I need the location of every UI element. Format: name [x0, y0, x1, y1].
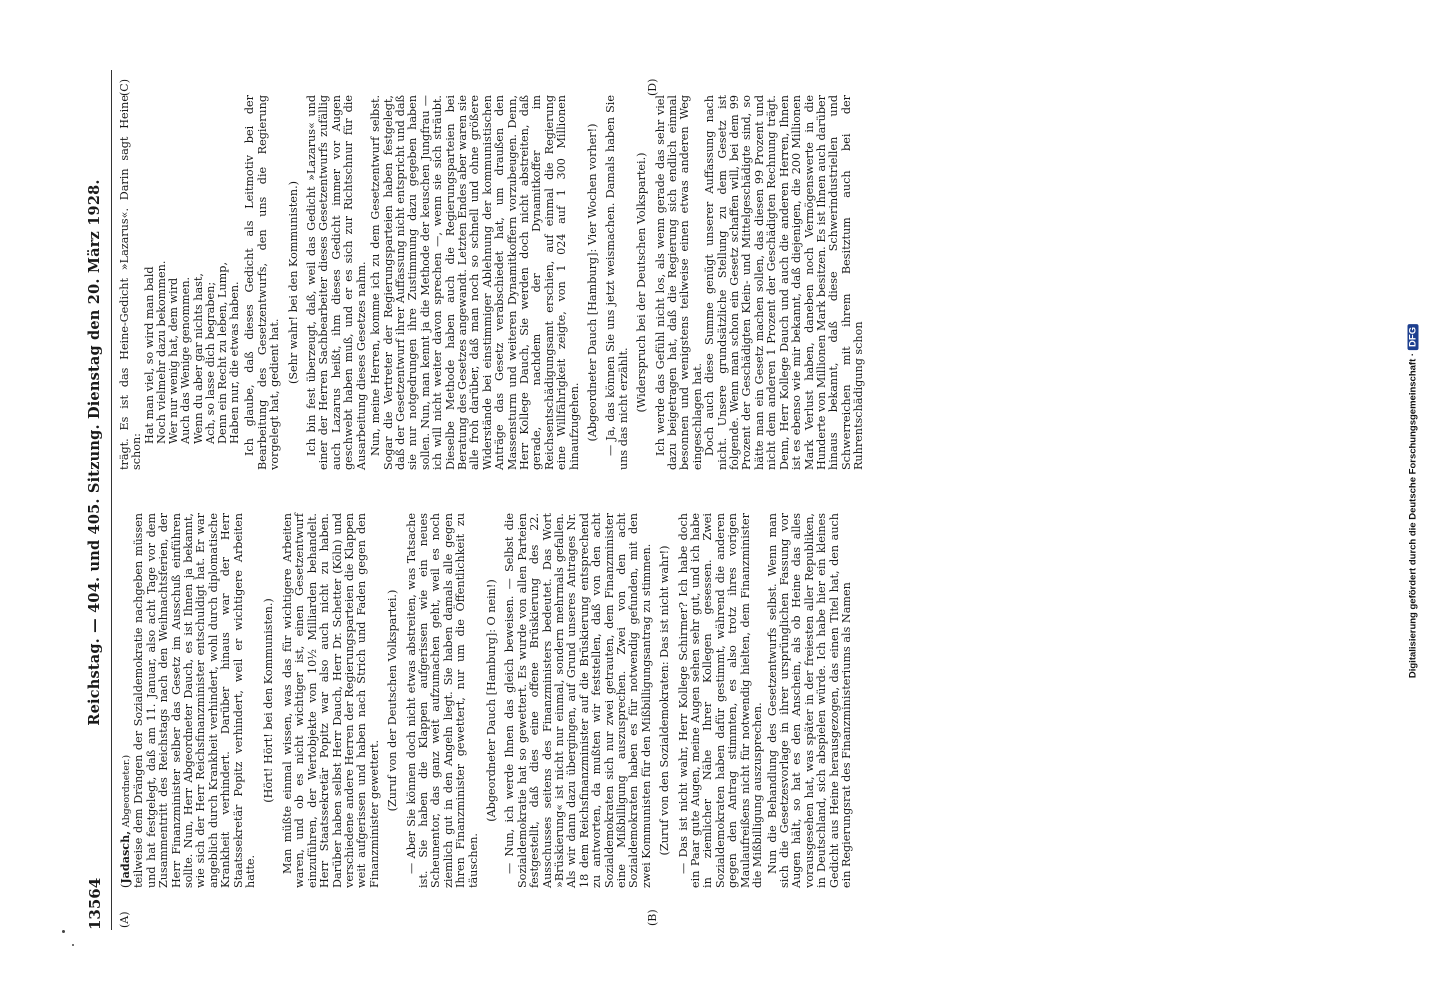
credit-line	[1408, 324, 1419, 678]
paragraph: Man müßte einmal wissen, was das für wichtigere Arbeiten waren, und ob es nicht wichtiger ist, einen Gesetzentwurf einzuführen, der Wertobjekte von 10½ Milliarden behandelt. Herr Staatssekretär Popitz war also auch nicht zu haben. Darüber haben selbst Herr Dauch, Herr Dr. Schetter (Köln) und verschiedene andere Herren der Regierungsparteien die Klappen weit aufgerissen und haben nach Strich und Faden gegen den Finanzminister gewettert.	[280, 513, 381, 888]
left-column	[119, 513, 853, 888]
scan-speck	[72, 944, 74, 946]
paragraph: Ich glaube, daß dieses Gedicht als Leitmotiv bei der Bearbeitung des Gesetzentwurfs, den uns die Regierung vorgelegt hat, gedient hat.	[243, 95, 282, 470]
credit-text: Digitalisierung gefördert durch die Deutsche Forschungsgemeinschaft ·	[1407, 352, 1419, 679]
paragraph: — Aber Sie können doch nicht etwas abstreiten, was Tatsache ist. Sie haben die Klappen aufgerissen wie ein neues Scheunentor, das ganz weit aufzumachen geht, weil es noch ziemlich gut in den Angeln liegt. Sie haben damals alle gegen Ihren Finanzminister gewettert, nur um die Öffentlichkeit zu täuschen.	[404, 513, 480, 888]
poem-line: Haben nur, die etwas haben.	[228, 281, 242, 444]
poem-line: Auch das Wenige genommen.	[179, 276, 193, 444]
poem-line: Noch vielmehr dazu bekommen.	[155, 260, 169, 444]
paragraph: teilweise dem Drängen der Sozialdemokratie nachgeben müssen und hat festgelegt, daß am 11. Januar, also acht Tage vor dem Zusammentritt des Reichstags nach den Weihnachtsferien, der Herr Finanzminister selber das Gesetz im Ausschuß einführen sollte. Nun, Herr Abgeordneter Dauch, es ist Ihnen ja bekannt, wie sich der Herr Reichsfinanzminister entschuldigt hat. Er war angeblich durch Krankheit verhindert, wohl durch diplomatische Krankheit verhindert. Darüber hinaus war der Herr Staatssekretär Popitz verhindert, weil er wichtigere Arbeiten hatte.	[132, 513, 258, 888]
margin-marker-d: (D)	[646, 78, 659, 96]
digitization-credit	[1402, 8, 1424, 994]
poem-line: Denn ein Recht zu leben, Lump,	[216, 262, 230, 444]
interjection: (Widerspruch bei der Deutschen Volkspartei.)	[635, 152, 649, 413]
poem-line: Wer nur wenig hat, dem wird	[167, 277, 181, 444]
rotated-page	[87, 70, 1347, 930]
poem-line: Wenn du aber gar nichts hast,	[191, 273, 205, 444]
speaker-line: (Jadasch, Abgeordneter.)	[118, 754, 132, 888]
paragraph: Nun die Behandlung des Gesetzentwurfs selbst. Wenn man sich die Gesetzesvorlage in ihrer ursprünglichen Fassung vor Augen hält, so hat es den Anschein, als ob Heine das alles vorausgesehen hat, was später in der freiesten aller Republiken, in Deutschland, sich abspielen würde. Ich habe hier ein kleines Gedicht aus Heine herausgezogen, das einen Titel hat, den auch ein Regierungsrat des Finanzministeriums als Namen	[765, 513, 853, 888]
interjection: (Zuruf von der Deutschen Volkspartei.)	[386, 589, 400, 812]
interjection: (Abgeordneter Dauch [Hamburg]: O nein!)	[484, 579, 498, 822]
paragraph: — Ja, das können Sie uns jetzt weismachen. Damals haben Sie uns das nicht erzählt.	[604, 95, 630, 470]
margin-marker-a: (A)	[118, 911, 131, 928]
paragraph: Ich bin fest überzeugt, daß, weil das Gedicht »Lazarus« und einer der Herren Sachbearbeiter dieses Gesetzentwurfs zufällig auch Lazarus heißt, ihm dieses Gedicht immer vor Augen geschwebt haben muß, und er es sich zur Richtschnur für die Ausarbeitung dieses Gesetzes nahm.	[305, 95, 368, 470]
paragraph: Nun, meine Herren, komme ich zu dem Gesetzentwurf selbst. Sogar die Vertreter der Regierungsparteien haben festgelegt, daß der Gesetzentwurf ihrer Auffassung nicht entspricht und daß sie nur notgedrungen ihre Zustimmung dazu gegeben haben sollen. Nun, man kennt ja die Methode der keuschen Jungfrau — ich will nicht weiter davon sprechen —, wenn sie sich sträubt. Dieselbe Methode haben auch die Regierungsparteien bei Beratung des Gesetzes angewandt. Letzten Endes aber waren sie alle froh darüber, daß man noch so schnell und ohne größere Widerstände bei einstimmiger Ablehnung der kommunistischen Anträge das Gesetz verabschiedet hat, um draußen den Massensturm und weiteren Dynamitkoffern vorzubeugen. Denn, Herr Kollege Dauch, Sie werden doch nicht abstreiten, daß gerade, nachdem der Dynamitkoffer im Reichsentschädigungsamt erschien, auf einmal die Regierung eine Willfährigkeit zeigte, von 1 024 auf 1 300 Millionen hinaufzugehen.	[369, 95, 581, 470]
interjection: (Zuruf von den Sozialdemokraten: Das ist nicht wahr!)	[658, 545, 672, 856]
paragraph: — Das ist nicht wahr, Herr Kollege Schirmer? Ich habe doch ein Paar gute Augen, meine Augen sehen sehr gut, und ich habe in ziemlicher Nähe Ihrer Kollegen gesessen. Zwei Sozialdemokraten haben dafür gestimmt, während die anderen gegen den Antrag stimmten, es also trotz ihres vorigen Maulaufreißens nicht für notwendig hielten, dem Finanzminister die Mißbilligung auszusprechen.	[676, 513, 765, 888]
paragraph: Ich werde das Gefühl nicht los, als wenn gerade das sehr viel dazu beigetragen hat, daß die Regierung sich endlich einmal besonnen und wenigstens teilweise einen etwas anderen Weg eingeschlagen hat.	[653, 95, 704, 470]
dfg-logo: DFG	[1408, 324, 1419, 350]
poem-heine-lazarus	[144, 95, 242, 444]
paragraph: trägt. Es ist das Heine-Gedicht »Lazarus«. Darin sagt Heine schon:	[118, 95, 144, 470]
page-number: 13564	[86, 877, 104, 930]
running-title: Reichstag. — 404. und 405. Sitzung. Dienstag den 20. März 1928.	[86, 179, 103, 726]
interjection: (Sehr wahr! bei den Kommunisten.)	[286, 180, 300, 385]
poem-line: Hat man viel, so wird man bald	[142, 266, 156, 444]
scan-speck	[62, 930, 65, 933]
interjection: (Hört! Hört! bei den Kommunisten.)	[262, 598, 276, 803]
interjection: (Abgeordneter Dauch [Hamburg]: Vier Wochen vorher!)	[586, 123, 599, 442]
paragraph: Doch auch diese Summe genügt unserer Auffassung nach nicht. Unsere grundsätzliche Stellung zu dem Gesetz ist folgende. Wenn man schon ein Gesetz schaffen will, bei dem 99 Prozent der Geschädigten Klein- und Mittelgeschädigte sind, so hätte man ein Gesetz machen sollen, das diesen 99 Prozent und nicht dem anderen 1 Prozent der Geschädigten Rechnung trägt. Denn, Herr Kollege Dauch und auch die anderen Herren, Ihnen ist es ebenso wie mir bekannt, daß diejenigen, die 200 Millionen Mark Verlust haben, daneben noch Vermögenswerte in die Hunderte von Millionen Mark besitzen. Es ist Ihnen auch darüber hinaus bekannt, daß diese Schwerindustriellen und Schwerreichen mit ihrem Besitztum auch bei der Ruhrentschädigung schon	[703, 95, 866, 470]
margin-marker-b: (B)	[646, 909, 659, 926]
speaker-role: Abgeordneter.)	[121, 754, 132, 828]
paragraph: — Nun, ich werde Ihnen das gleich beweisen. — Selbst die Sozialdemokratie hat so gewettert. Es wurde von allen Parteien festgestellt, daß dies eine offene Brüskierung des 22. Ausschusses seitens des Finanzministers bedeutet. Das Wort »Brüskierung« ist nicht nur einmal, sondern mehrmals gefallen. Als wir dann dazu übergingen, auf Grund unseres Antrages Nr. 18 dem Reichsfinanzminister auf die Brüskierung entsprechend zu antworten, da mußten wir feststellen, daß von den acht Sozialdemokraten sich nur zwei getrauten, dem Finanzminister eine Mißbilligung auszusprechen. Zwei von den acht Sozialdemokraten haben es für notwendig gefunden, mit den zwei Kommunisten für den Mißbilligungsantrag zu stimmen.	[503, 513, 653, 888]
margin-marker-c: (C)	[118, 79, 131, 96]
speaker-name: Jadasch,	[118, 830, 132, 884]
right-column	[119, 95, 866, 470]
page-header	[87, 70, 112, 930]
poem-line: Ach, so lasse dich begraben;	[203, 281, 217, 444]
